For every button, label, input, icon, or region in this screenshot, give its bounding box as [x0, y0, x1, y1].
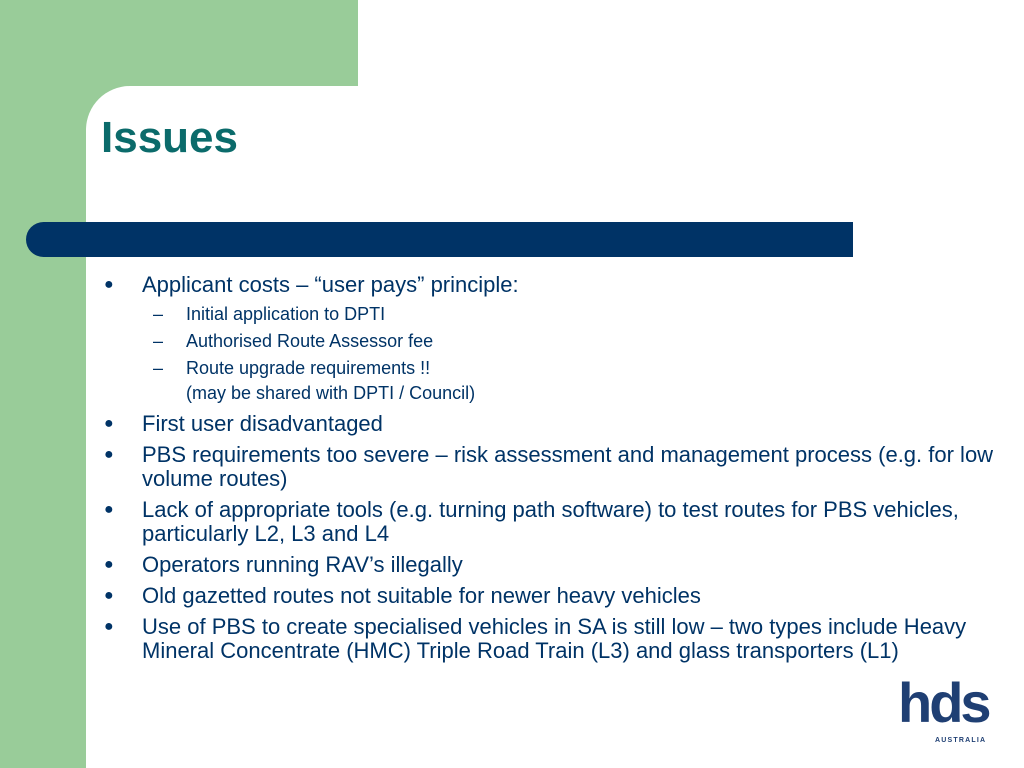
bullet-icon: ●: [104, 501, 114, 518]
sub-bullet-text: Route upgrade requirements !!: [186, 358, 431, 378]
bullet-item: [100, 443, 1005, 491]
sub-bullet-continuation: (may be shared with DPTI / Council): [186, 383, 476, 403]
bullet-text: Operators running RAV’s illegally: [142, 552, 463, 577]
bullet-item: [100, 498, 1005, 546]
slide-title: Issues: [101, 113, 238, 162]
bullet-text: Old gazetted routes not suitable for newer heavy vehicles: [142, 583, 701, 608]
bullet-icon: ●: [104, 556, 114, 573]
bullet-icon: ●: [104, 415, 114, 432]
bullet-icon: ●: [104, 587, 114, 604]
bullet-text: Applicant costs – “user pays” principle:: [142, 272, 519, 297]
bullet-list: [100, 273, 1005, 670]
bullet-text: First user disadvantaged: [142, 411, 383, 436]
bullet-icon: ●: [104, 276, 114, 293]
bullet-item: [100, 553, 1005, 577]
bullet-text: Use of PBS to create specialised vehicles in SA is still low – two types include Heavy Mineral Concentrate (HMC) Triple Road Train (L3) and glass transporters (L1): [142, 614, 967, 663]
bullet-item: [100, 584, 1005, 608]
sub-bullet-item: [100, 331, 1005, 351]
logo-subtext: AUSTRALIA: [935, 737, 987, 744]
logo-wordmark: hds: [898, 672, 989, 734]
bullet-text: Lack of appropriate tools (e.g. turning path software) to test routes for PBS vehicles, particularly L2, L3 and L4: [142, 497, 959, 546]
sub-bullet-item: [100, 358, 1005, 378]
title-divider-bar: [26, 222, 853, 257]
sub-bullet-text: Authorised Route Assessor fee: [186, 331, 434, 351]
dash-icon: –: [153, 358, 164, 378]
bullet-item: [100, 412, 1005, 436]
hds-australia-logo: [896, 672, 1008, 746]
sub-bullet-text: Initial application to DPTI: [186, 304, 386, 324]
bullet-icon: ●: [104, 618, 114, 635]
sub-bullet-item: [100, 304, 1005, 324]
bullet-icon: ●: [104, 446, 114, 463]
bullet-item: [100, 273, 1005, 297]
dash-icon: –: [153, 304, 164, 324]
bullet-text: PBS requirements too severe – risk assessment and management process (e.g. for low volume routes): [142, 442, 994, 491]
dash-icon: –: [153, 331, 164, 351]
bullet-item: [100, 615, 1005, 663]
